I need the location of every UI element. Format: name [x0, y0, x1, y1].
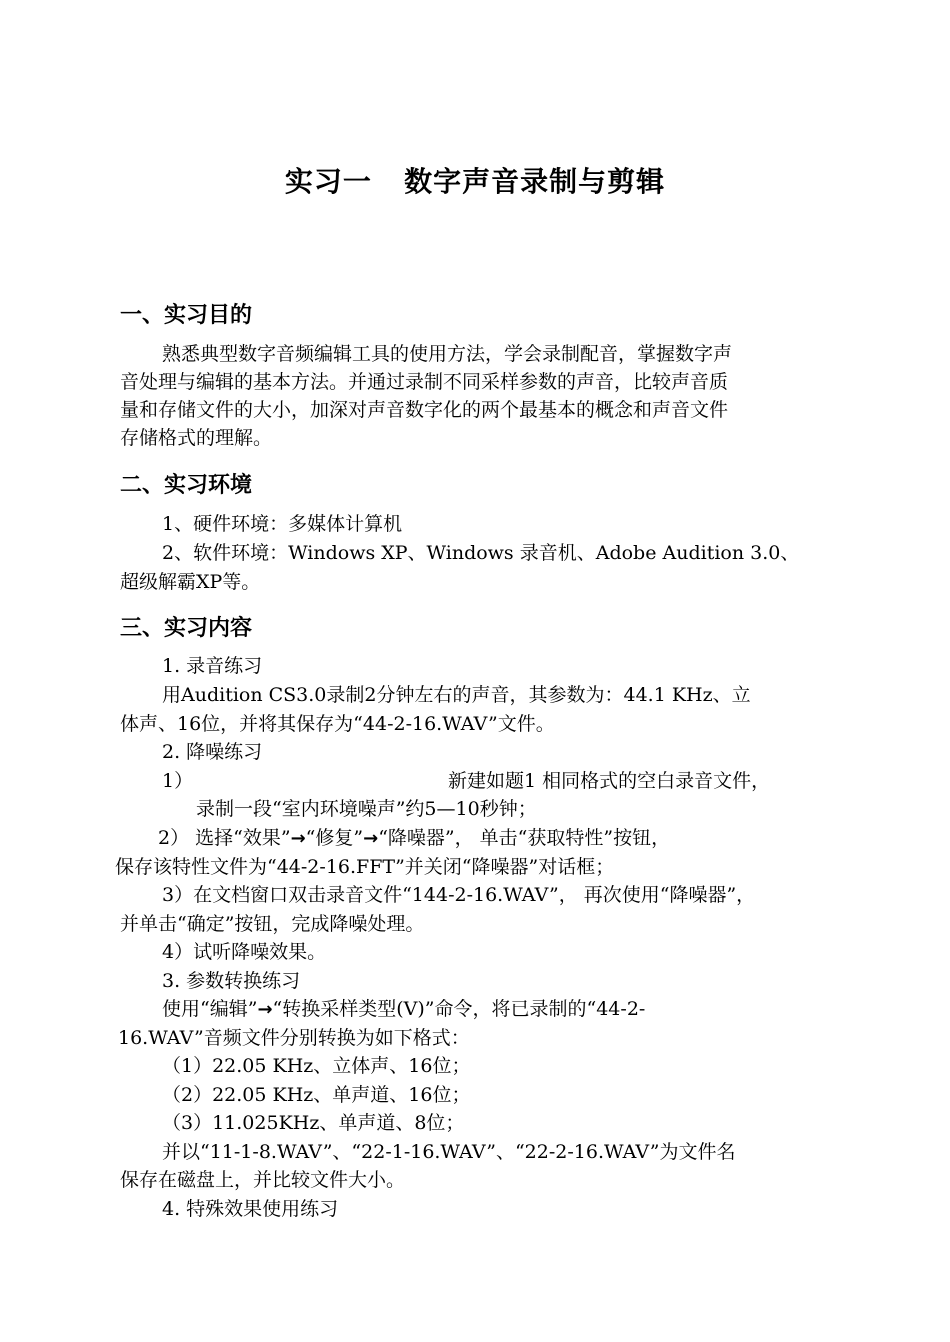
- right-arrow-icon: →: [257, 999, 273, 1020]
- paragraph-line: 4）试听降噪效果。: [162, 941, 327, 963]
- subheading-line: 4. 特殊效果使用练习: [162, 1198, 339, 1220]
- paragraph-line: 用Audition CS3.0录制2分钟左右的声音，其参数为：44.1 KHz、立: [162, 684, 751, 706]
- paragraph-line: 1、硬件环境：多媒体计算机: [162, 513, 403, 535]
- menu-path-line: [158, 824, 670, 853]
- paragraph-line: 音处理与编辑的基本方法。并通过录制不同采样参数的声音，比较声音质: [120, 371, 729, 393]
- paragraph-line: 保存该特性文件为“44-2-16.FFT”并关闭“降噪器”对话框；: [115, 856, 615, 878]
- list-item: （1）22.05 KHz、立体声、16位；: [162, 1055, 471, 1077]
- paragraph-line: 2、软件环境：Windows XP、Windows 录音机、Adobe Audition 3.0、: [162, 542, 800, 564]
- menu-path-line: [162, 995, 645, 1024]
- list-item: （3）11.025KHz、单声道、8位；: [162, 1112, 465, 1134]
- menu-path-convert: “转换采样类型(V)”命令，将已录制的“44-2-: [272, 998, 646, 1020]
- menu-path-repair: “修复”: [305, 827, 364, 849]
- menu-path-edit: 使用“编辑”: [162, 998, 258, 1020]
- paragraph-line: 16.WAV”音频文件分别转换为如下格式：: [118, 1027, 470, 1049]
- page-title: 实习一 数字声音录制与剪辑: [284, 165, 666, 198]
- paragraph-line: 录制一段“室内环境噪声”约5—10秒钟；: [196, 798, 537, 820]
- section-heading-content: 三、实习内容: [120, 616, 253, 641]
- menu-path-noise-reducer: “降噪器”， 单击“获取特性”按钮，: [378, 827, 671, 849]
- subheading-line: 1. 录音练习: [162, 655, 263, 677]
- right-arrow-icon: →: [290, 828, 306, 849]
- paragraph-line: 体声、16位，并将其保存为“44-2-16.WAV”文件。: [120, 713, 555, 735]
- paragraph-line: 超级解霸XP等。: [120, 571, 261, 593]
- paragraph-line: 保存在磁盘上，并比较文件大小。: [120, 1169, 406, 1191]
- paragraph-line: 并以“11-1-8.WAV”、“22-1-16.WAV”、“22-2-16.WAV”为文件名: [162, 1141, 736, 1163]
- subheading-line: 2. 降噪练习: [162, 741, 263, 763]
- section-heading-environment: 二、实习环境: [120, 473, 253, 498]
- section-heading-objective: 一、实习目的: [120, 303, 253, 328]
- paragraph-line: 3）在文档窗口双击录音文件“144-2-16.WAV”， 再次使用“降噪器”，: [162, 884, 756, 906]
- paragraph-line: 熟悉典型数字音频编辑工具的使用方法，学会录制配音，掌握数字声: [162, 343, 733, 365]
- paragraph-line: 量和存储文件的大小，加深对声音数字化的两个最基本的概念和声音文件: [120, 399, 729, 421]
- right-arrow-icon: →: [363, 828, 379, 849]
- list-item: （2）22.05 KHz、单声道、16位；: [162, 1084, 471, 1106]
- subheading-line: 3. 参数转换练习: [162, 970, 301, 992]
- menu-path-effects: 2） 选择“效果”: [158, 827, 291, 849]
- list-item-number: 1）: [162, 770, 194, 792]
- paragraph-line: 新建如题1 相同格式的空白录音文件，: [448, 770, 771, 792]
- paragraph-line: 存储格式的理解。: [120, 427, 273, 449]
- paragraph-line: 并单击“确定”按钮，完成降噪处理。: [120, 913, 425, 935]
